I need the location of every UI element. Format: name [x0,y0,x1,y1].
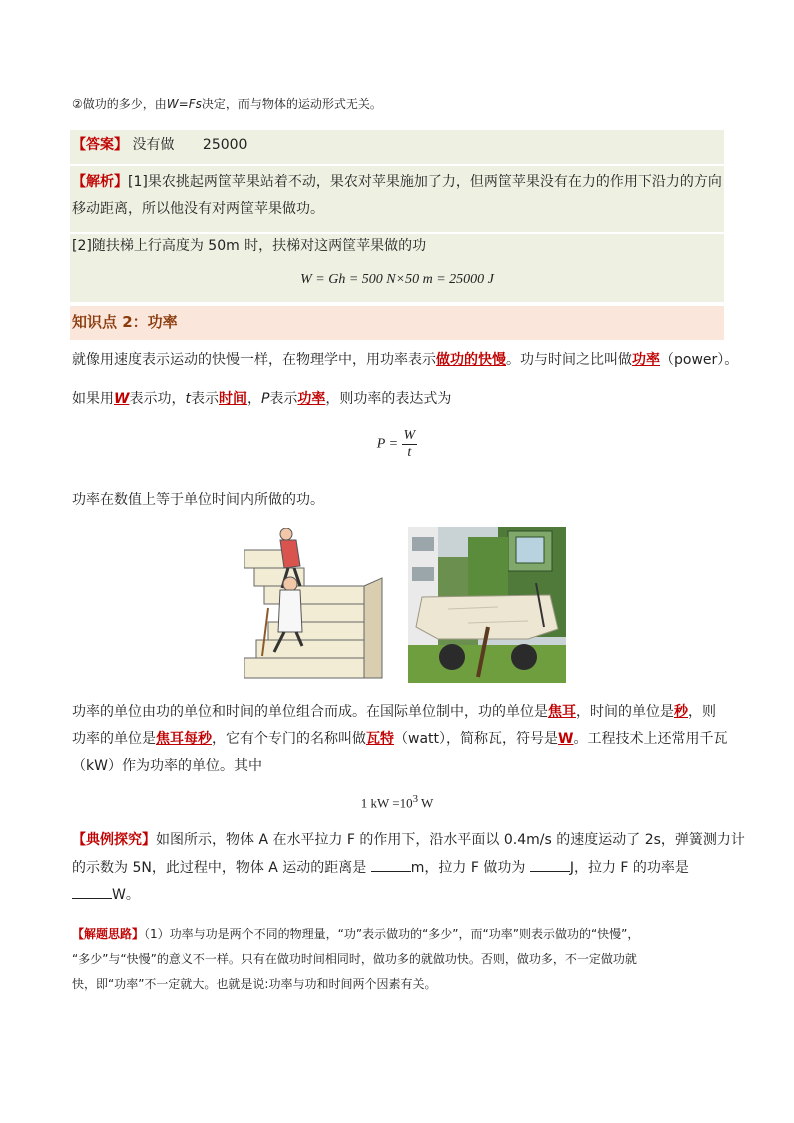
paragraph-4-line-2: 功率的单位是焦耳每秒，它有个专门的名称叫做瓦特（watt），简称瓦，符号是W。工程技术上还常用千瓦 [72,731,728,747]
paragraph-4-line-3: （kW）作为功率的单位。其中 [72,758,262,774]
kw-formula: 1 kW $=10^3$ W [360,793,434,811]
paragraph-2: 如果用W表示功，t表示时间，P表示功率，则功率的表达式为 [72,391,452,407]
answer-blank-work[interactable] [530,857,570,872]
note-2: ②做功的多少，由W=Fs决定，而与物体的运动形式无关。 [72,97,382,111]
analysis-line-3: [2]随扶梯上行高度为 50m 时，扶梯对这两筐苹果做的功 [72,238,427,254]
example-line-1: 【典例探究】如图所示，物体 A 在水平拉力 F 的作用下，沿水平面以 0.4m/s 的速度运动了 2s，弹簧测力计 [72,832,745,848]
answer-line: 【答案】 没有做 25000 [72,137,248,153]
crane-photo [408,527,566,683]
paragraph-3: 功率在数值上等于单位时间内所做的功。 [72,492,324,508]
answer-blank-distance[interactable] [371,857,411,872]
answer-blank-power[interactable] [72,884,112,899]
thinking-line-2: “多少”与“快慢”的意义不一样。只有在做功时间相同时，做功多的就做功快。否则，做功多，不一定做功就 [72,952,637,966]
knowledge-point-title: 知识点 2：功率 [72,313,178,331]
stairs-illustration [244,528,384,680]
paragraph-1: 就像用速度表示运动的快慢一样，在物理学中，用功率表示做功的快慢。功与时间之比叫做功率（power）。 [72,352,739,368]
thinking-line-1: 【解题思路】（1）功率与功是两个不同的物理量，“功”表示做功的“多少”，而“功率”则表示做功的“快慢”， [72,927,640,941]
paragraph-4-line-1: 功率的单位由功的单位和时间的单位组合而成。在国际单位制中，功的单位是焦耳，时间的单位是秒，则 [72,704,716,720]
thinking-line-3: 快，即“功率”不一定就大。也就是说:功率与功和时间两个因素有关。 [72,977,437,991]
example-line-2: 的示数为 5N，此过程中，物体 A 运动的距离是 m，拉力 F 做功为 J，拉力 F 的功率是 [72,857,732,878]
work-formula: W = Gh = 500 N×50 m = 25000 J [300,272,494,287]
fraction: $\frac{W}{t}$ [403,428,416,460]
example-line-3: W。 [72,884,732,905]
power-formula: P = $\frac{W}{t}$ [376,428,416,460]
analysis-line-1: 【解析】[1]果农挑起两筐苹果站着不动，果农对苹果施加了力，但两筐苹果没有在力的作用下沿力的方向 [72,174,722,190]
analysis-line-2: 移动距离，所以他没有对两筐苹果做功。 [72,201,324,217]
